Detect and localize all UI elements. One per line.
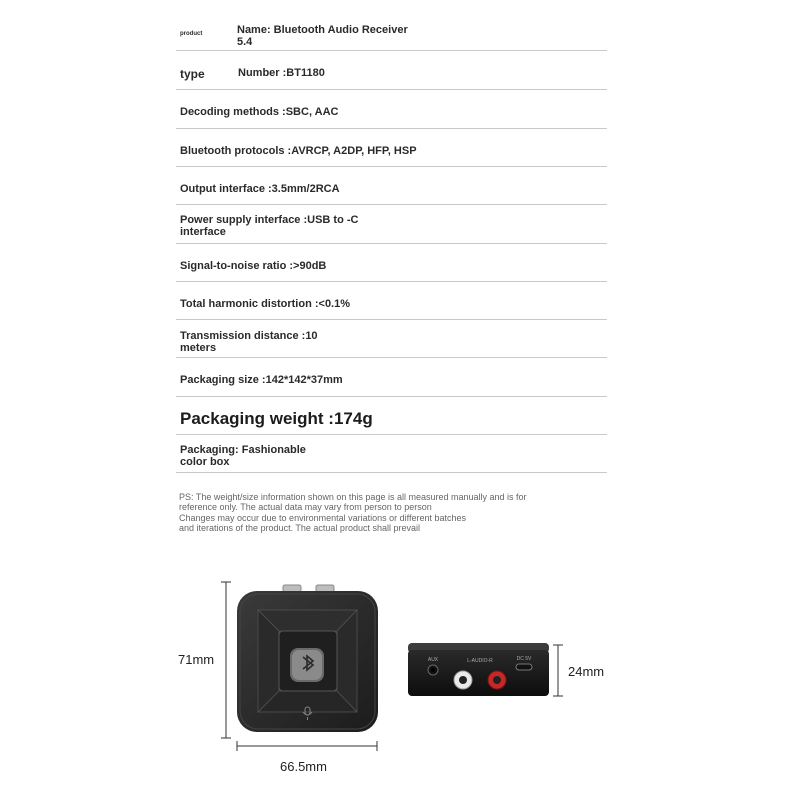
packaging-weight: Packaging weight :174g [180, 409, 373, 428]
width-dimension-label: 66.5mm [280, 759, 327, 774]
bluetooth-protocols: Bluetooth protocols :AVRCP, A2DP, HFP, HSP [180, 145, 417, 157]
decoding-methods: Decoding methods :SBC, AAC [180, 106, 339, 118]
distance-line1: Transmission distance :10 [180, 330, 318, 342]
output-interface: Output interface :3.5mm/2RCA [180, 183, 340, 195]
power-supply-line1: Power supply interface :USB to -C [180, 214, 359, 226]
depth-dimension-label: 24mm [568, 664, 605, 679]
signal-to-noise: Signal-to-noise ratio :>90dB [180, 260, 327, 272]
disclaimer-line4: and iterations of the product. The actual product shall prevail [179, 523, 420, 534]
type-value: Number :BT1180 [238, 67, 325, 79]
aux-label: AUX [427, 657, 439, 663]
device-top-view [237, 585, 378, 732]
disclaimer-line1: PS: The weight/size information shown on this page is all measured manually and is for [179, 492, 527, 502]
audio-label: L-AUDIO-R [467, 658, 493, 664]
height-dimension-line [221, 582, 231, 738]
product-name: Name: Bluetooth Audio Receiver [237, 24, 408, 36]
type-label: type [180, 67, 205, 81]
device-side-view [408, 643, 549, 696]
usb-c-port [516, 664, 532, 670]
packaging-line1: Packaging: Fashionable [180, 444, 306, 456]
product-label: product [180, 31, 203, 37]
depth-dimension-line [553, 645, 563, 696]
packaging-line2: color box [180, 456, 230, 468]
product-name-cont: 5.4 [237, 36, 253, 48]
width-dimension-line [237, 741, 377, 751]
disclaimer-line2: reference only. The actual data may vary from person to person [179, 502, 432, 513]
packaging-size: Packaging size :142*142*37mm [180, 374, 343, 386]
power-supply-line2: interface [180, 226, 226, 238]
dc-label: DC 5V [516, 656, 532, 662]
harmonic-distortion: Total harmonic distortion :<0.1% [180, 298, 351, 310]
disclaimer-line3: Changes may occur due to environmental variations or different batches [179, 512, 466, 523]
height-dimension-label: 71mm [178, 652, 215, 667]
distance-line2: meters [180, 342, 217, 354]
